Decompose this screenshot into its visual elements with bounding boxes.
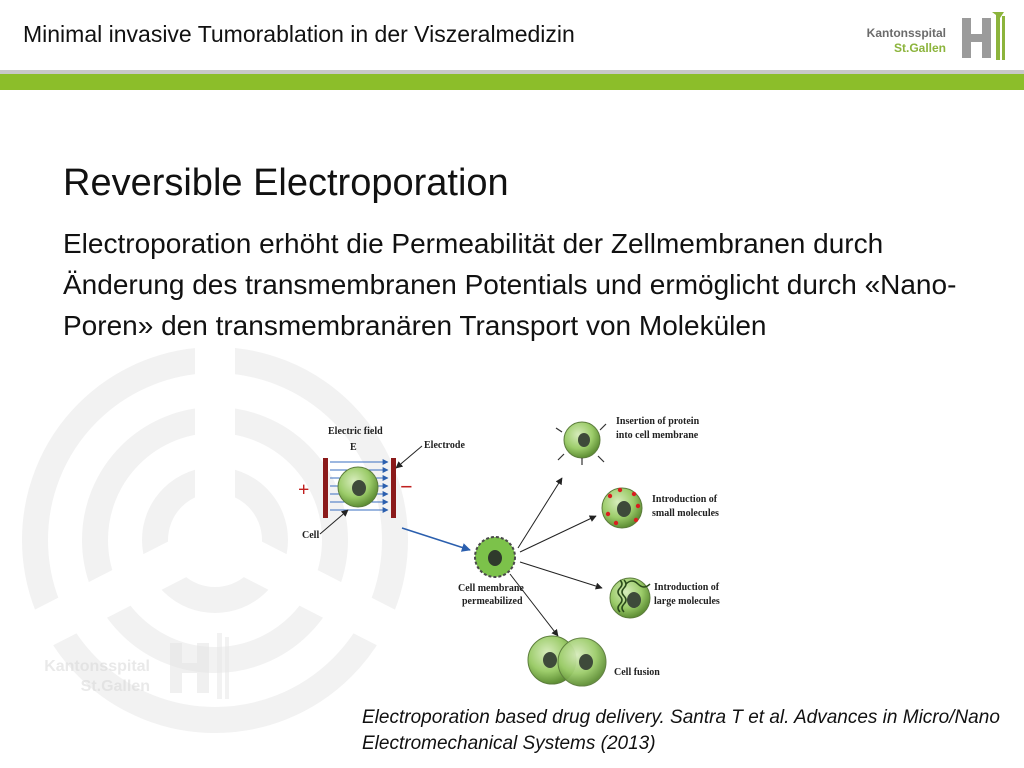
permeabilized-cell-nucleus — [488, 550, 502, 566]
plus-sign: + — [298, 479, 310, 501]
electroporation-diagram — [290, 410, 770, 700]
outcome-1-line-2: into cell membrane — [616, 430, 699, 441]
protein-insertion-cell — [556, 422, 606, 465]
outcome-2-line-2: small molecules — [652, 508, 719, 519]
outcome-4-label: Cell fusion — [614, 667, 660, 678]
outcome-1-line-1: Insertion of protein — [616, 416, 700, 427]
outcome-2-line-1: Introduction of — [652, 494, 718, 505]
arrow-to-small-molecules — [520, 516, 596, 552]
figure-caption: Electroporation based drug delivery. Santra T et al. Advances in Micro/Nano Electromechanical Systems (2013) — [362, 707, 1000, 754]
outcome-3-line-1: Introduction of — [654, 582, 720, 593]
watermark-logo-line-2: St.Gallen — [80, 678, 150, 695]
permeabilized-label-line-1: Cell membrane — [458, 583, 524, 594]
negative-electrode — [391, 458, 396, 518]
header-accent-bar — [0, 74, 1024, 90]
fused-cells — [528, 636, 606, 686]
minus-sign: − — [400, 474, 413, 499]
slide-title: Reversible Electroporation — [63, 162, 509, 204]
electrode-pointer — [396, 446, 422, 468]
process-arrow — [402, 528, 470, 550]
hospital-logo — [866, 6, 1016, 66]
logo-line-2: St.Gallen — [893, 41, 946, 55]
header-title: Minimal invasive Tumorablation in der Viszeralmedizin — [23, 21, 575, 47]
positive-electrode — [323, 458, 328, 518]
watermark-logo — [25, 625, 255, 705]
hospital-logo-mark-icon — [956, 6, 1016, 66]
logo-line-1: Kantonsspital — [866, 26, 946, 40]
outcome-3-line-2: large molecules — [654, 596, 720, 607]
electrode-label: Electrode — [424, 440, 465, 451]
initial-cell-nucleus — [352, 480, 366, 496]
cell-label: Cell — [302, 530, 320, 541]
slide-header — [0, 0, 1024, 72]
arrow-to-large-molecules — [520, 562, 602, 588]
arrow-to-protein-insertion — [518, 478, 562, 548]
watermark-logo-mark-icon — [165, 625, 245, 705]
field-symbol-label: E — [350, 442, 357, 453]
watermark-logo-line-1: Kantonsspital — [44, 658, 150, 675]
small-molecules-cell — [602, 488, 642, 528]
large-molecules-cell — [610, 578, 650, 618]
electric-field-label: Electric field — [328, 426, 383, 437]
slide-body-text: Electroporation erhöht die Permeabilität der Zellmembranen durch Änderung des transmembranen Potentials und ermöglicht durch «Nano-Poren» den transmembranären Transport von Molekülen — [63, 228, 957, 341]
permeabilized-label-line-2: permeabilized — [462, 596, 523, 607]
